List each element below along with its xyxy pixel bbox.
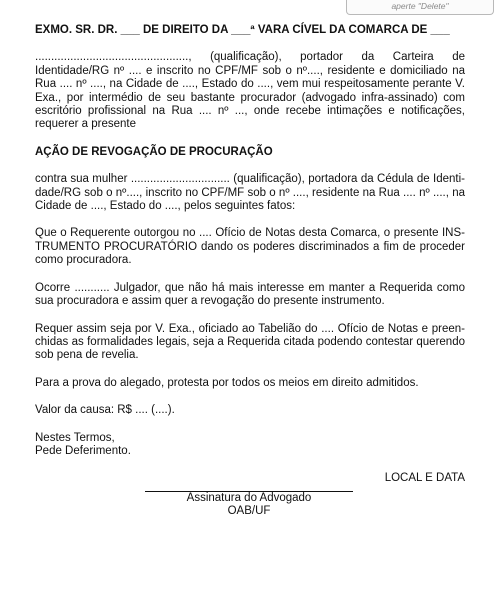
local-and-date: LOCAL E DATA <box>384 472 465 485</box>
petition-heading: EXMO. SR. DR. ___ DE DIREITO DA ___ª VARA CÍVEL DA COMARCA DE ___ <box>35 24 450 36</box>
intro-paragraph: ................................................, (qualificação), portador da Carteira de Identidade/RG nº .... e inscrito no CPF/MF sob o nº...., residente e domiciliado na Rua .... nº ...., na Cidade de ...., Estado do ...., vem mui respeitosamente perante V. Exa., por intermédio de seu bastante procurador (advogado infra-assinado) com escritório profissional na Rua .... nº ..., onde recebe intimações e notificações, requerer a presente <box>35 51 465 131</box>
signature-name: Assinatura do Advogado <box>186 492 312 504</box>
paragraph-case-value: Valor da causa: R$ .... (....). <box>35 404 175 417</box>
signature-block <box>145 491 353 519</box>
paragraph-evidence: Para a prova do alegado, protesta por todos os meios em direito admitidos. <box>35 376 419 389</box>
closing-terms: Nestes Termos, <box>35 431 115 444</box>
paragraph-no-interest: Ocorre ........... Julgador, que não há mais interesse em manter a Requerida como sua procuradora e assim quer a revogação do presente instrumento. <box>35 281 465 308</box>
delete-hint-box <box>346 0 494 15</box>
closing-block <box>35 432 465 459</box>
signature-registration: OAB/UF <box>227 505 271 518</box>
paragraph-power-of-attorney: Que o Requerente outorgou no .... Ofício de Notas desta Comarca, o presente INSTRUMENTO PROCURATÓRIO dando os poderes discriminados a fim de proceder como procuradora. <box>35 227 465 267</box>
paragraph-request: Requer assim seja por V. Exa., oficiado ao Tabelião do .... Ofício de Notas e preenchidas as formalidades legais, seja a Requerida citada podendo contestar querendo sob pena de revelia. <box>35 322 465 362</box>
paragraph-defendant: contra sua mulher ............................... (qualificação), portadora da Cédula de Identidade/RG sob o nº...., inscrito no CPF/MF sob o nº ...., residente na Rua .... nº ...., na Cidade de ...., Estado do ...., pelos seguintes fatos: <box>35 173 465 213</box>
delete-hint-text: aperte "Delete" <box>391 1 449 11</box>
action-title: AÇÃO DE REVOGAÇÃO DE PROCURAÇÃO <box>35 145 273 158</box>
petition-document <box>35 24 465 486</box>
closing-request: Pede Deferimento. <box>35 444 131 457</box>
